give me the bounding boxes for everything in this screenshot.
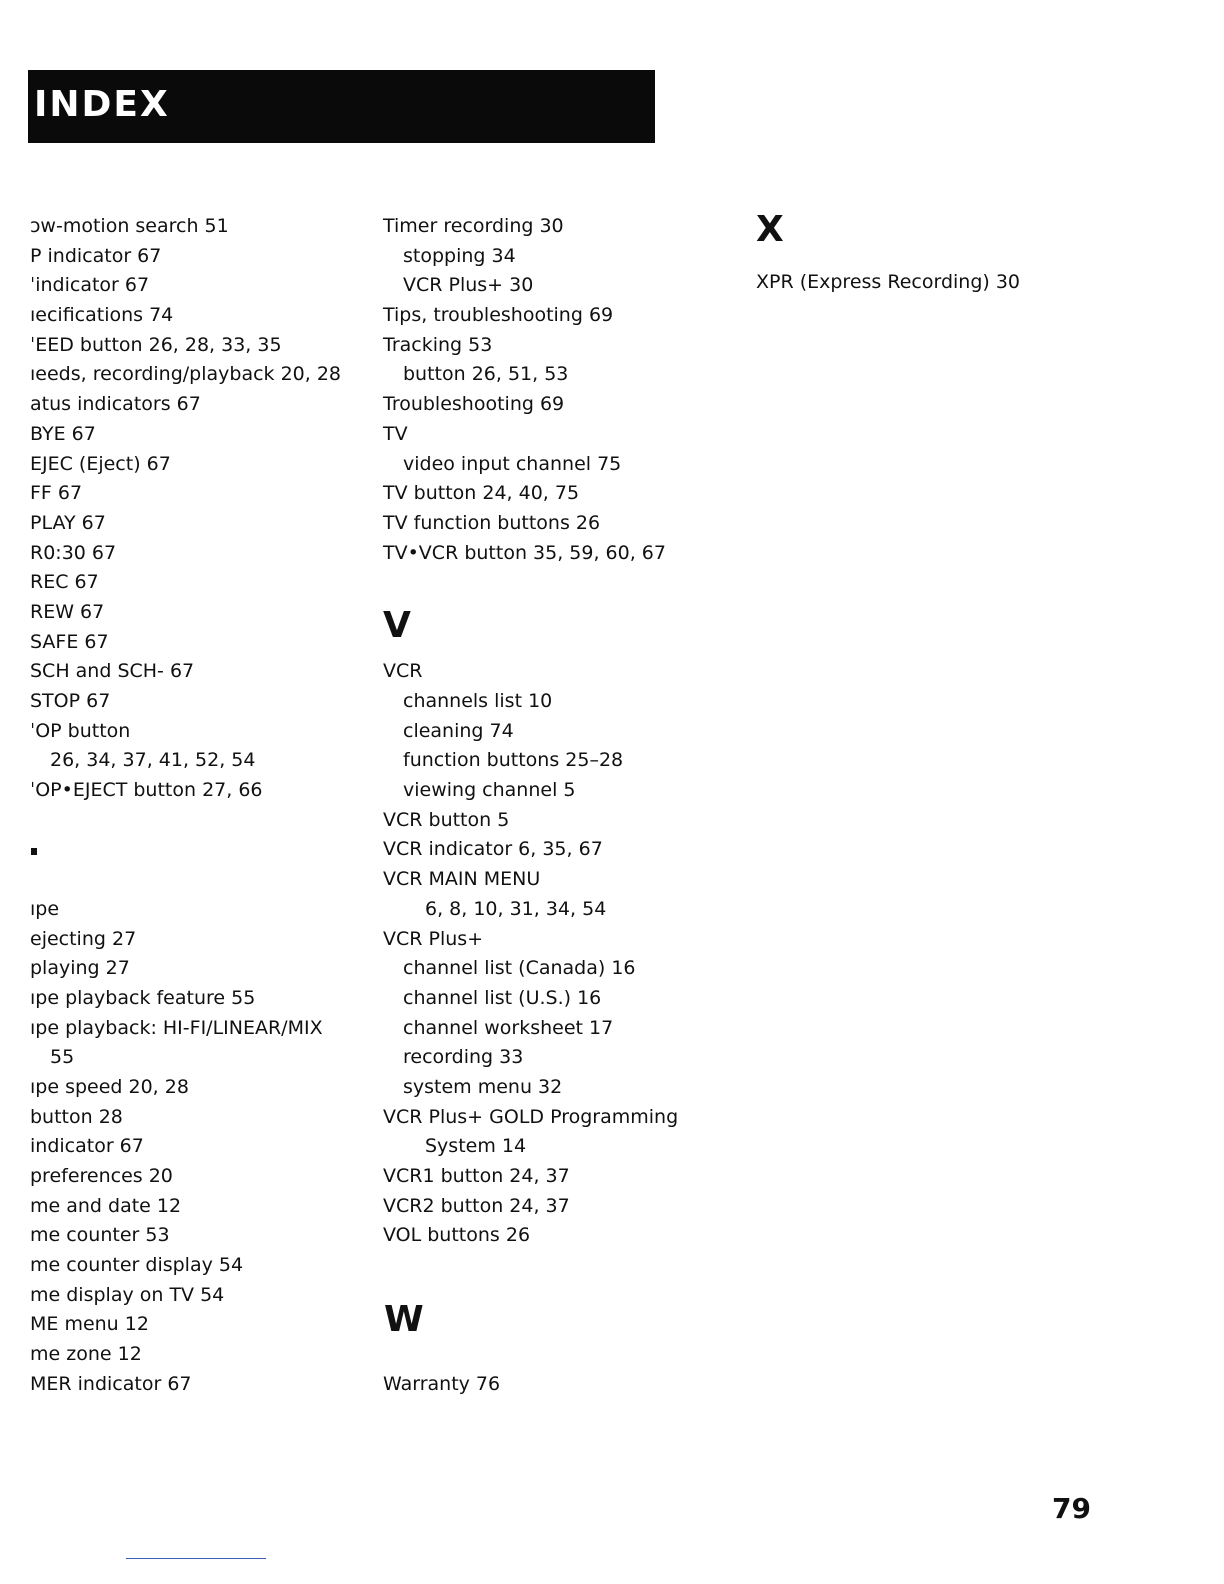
index-entry: VCR — [383, 660, 423, 683]
index-entry: ıpe playback feature 55 — [30, 986, 256, 1009]
index-subentry: 26, 34, 37, 41, 52, 54 — [50, 749, 256, 772]
index-entry: VOL buttons 26 — [383, 1224, 531, 1247]
index-subentry: 55 — [50, 1046, 75, 1069]
index-entry: FF 67 — [30, 482, 83, 505]
index-entry: VCR button 5 — [383, 808, 510, 831]
index-entry: me counter display 54 — [30, 1254, 244, 1277]
spacer — [30, 806, 341, 836]
index-entry: ıpe speed 20, 28 — [30, 1075, 189, 1098]
index-entry: MER indicator 67 — [30, 1372, 192, 1395]
middle-index-column — [383, 212, 678, 1400]
index-title: INDEX — [34, 84, 170, 125]
index-entry: me zone 12 — [30, 1343, 142, 1366]
index-entry: ˈindicator 67 — [30, 274, 150, 297]
index-subentry: video input channel 75 — [403, 452, 622, 475]
page-number: 79 — [1052, 1492, 1091, 1525]
index-entry: ME menu 12 — [30, 1313, 149, 1336]
index-entry: VCR MAIN MENU — [383, 868, 541, 891]
spacer — [383, 1340, 678, 1370]
index-entry: REC 67 — [30, 571, 99, 594]
index-entry: Tracking 53 — [383, 333, 493, 356]
index-entry: TV — [383, 422, 408, 445]
index-entry: ˈOP•EJECT button 27, 66 — [30, 779, 263, 802]
left-index-column — [30, 212, 341, 1400]
index-entry: BYE 67 — [30, 422, 96, 445]
footer-rule — [126, 1558, 266, 1559]
spacer — [383, 568, 678, 598]
index-entry: ˈEED button 26, 28, 33, 35 — [30, 333, 282, 356]
index-entry: PLAY 67 — [30, 511, 106, 534]
index-entry: TV function buttons 26 — [383, 511, 601, 534]
section-letter-w: W — [384, 1299, 424, 1340]
index-entry: TV button 24, 40, 75 — [383, 482, 580, 505]
index-subentry: cleaning 74 — [403, 719, 514, 742]
right-index-column — [756, 268, 1020, 298]
index-entry: me counter 53 — [30, 1224, 170, 1247]
index-entry: VCR indicator 6, 35, 67 — [383, 838, 603, 861]
index-subentry: channel list (Canada) 16 — [403, 957, 636, 980]
index-subentry: channels list 10 — [403, 690, 553, 712]
spacer — [383, 598, 678, 628]
index-subentry: 6, 8, 10, 31, 34, 54 — [425, 897, 607, 920]
index-subentry: button 26, 51, 53 — [403, 363, 569, 386]
index-entry: SAFE 67 — [30, 630, 109, 653]
index-entry: Timer recording 30 — [383, 215, 564, 237]
index-entry: me and date 12 — [30, 1194, 182, 1217]
spacer — [30, 865, 341, 895]
index-entry: me display on TV 54 — [30, 1283, 225, 1306]
index-entry: TV•VCR button 35, 59, 60, 67 — [383, 541, 666, 564]
index-entry: VCR Plus+ — [383, 927, 484, 950]
index-entry: XPR (Express Recording) 30 — [756, 271, 1021, 293]
index-entry: ıpe playback: HI-FI/LINEAR/MIX — [30, 1016, 323, 1039]
index-entry: Troubleshooting 69 — [383, 393, 565, 416]
spacer — [383, 1281, 678, 1311]
index-entry: REW 67 — [30, 600, 105, 623]
index-subentry: preferences 20 — [30, 1165, 173, 1187]
index-entry: VCR2 button 24, 37 — [383, 1194, 570, 1217]
index-entry: Tips, troubleshooting 69 — [383, 304, 614, 327]
index-entry: SCH and SCH- 67 — [30, 660, 195, 683]
index-entry: atus indicators 67 — [30, 393, 201, 416]
index-entry: STOP 67 — [30, 690, 111, 712]
spacer — [383, 628, 678, 658]
index-subentry: system menu 32 — [403, 1075, 563, 1098]
index-entry: VCR1 button 24, 37 — [383, 1165, 570, 1187]
index-subentry: button 28 — [30, 1105, 123, 1128]
index-subentry: System 14 — [425, 1135, 527, 1158]
index-subentry: channel list (U.S.) 16 — [403, 986, 602, 1009]
index-entry: ıpe — [30, 897, 60, 920]
section-marker — [31, 848, 37, 855]
index-subentry: channel worksheet 17 — [403, 1016, 614, 1039]
index-entry: Warranty 76 — [383, 1372, 501, 1395]
index-subentry: recording 33 — [403, 1046, 524, 1069]
index-entry: ˈOP button — [30, 719, 131, 742]
index-subentry: VCR Plus+ 30 — [403, 274, 534, 297]
index-subentry: ejecting 27 — [30, 927, 137, 950]
index-entry: EJEC (Eject) 67 — [30, 452, 171, 475]
index-entry: VCR Plus+ GOLD Programming — [383, 1105, 679, 1128]
index-entry: ıeeds, recording/playback 20, 28 — [30, 363, 342, 386]
index-subentry: viewing channel 5 — [403, 779, 576, 802]
index-subentry: function buttons 25–28 — [403, 749, 624, 772]
spacer — [30, 835, 341, 865]
index-entry: R0:30 67 — [30, 541, 117, 564]
section-letter-x: X — [756, 209, 784, 250]
index-entry: ɔw-motion search 51 — [30, 215, 229, 237]
index-subentry: playing 27 — [30, 957, 130, 980]
index-entry: ıecifications 74 — [30, 304, 174, 327]
index-subentry: indicator 67 — [30, 1135, 144, 1158]
section-letter-v: V — [383, 605, 411, 646]
spacer — [383, 1251, 678, 1281]
index-entry: P indicator 67 — [30, 244, 162, 267]
index-subentry: stopping 34 — [403, 244, 516, 267]
spacer — [383, 1310, 678, 1340]
